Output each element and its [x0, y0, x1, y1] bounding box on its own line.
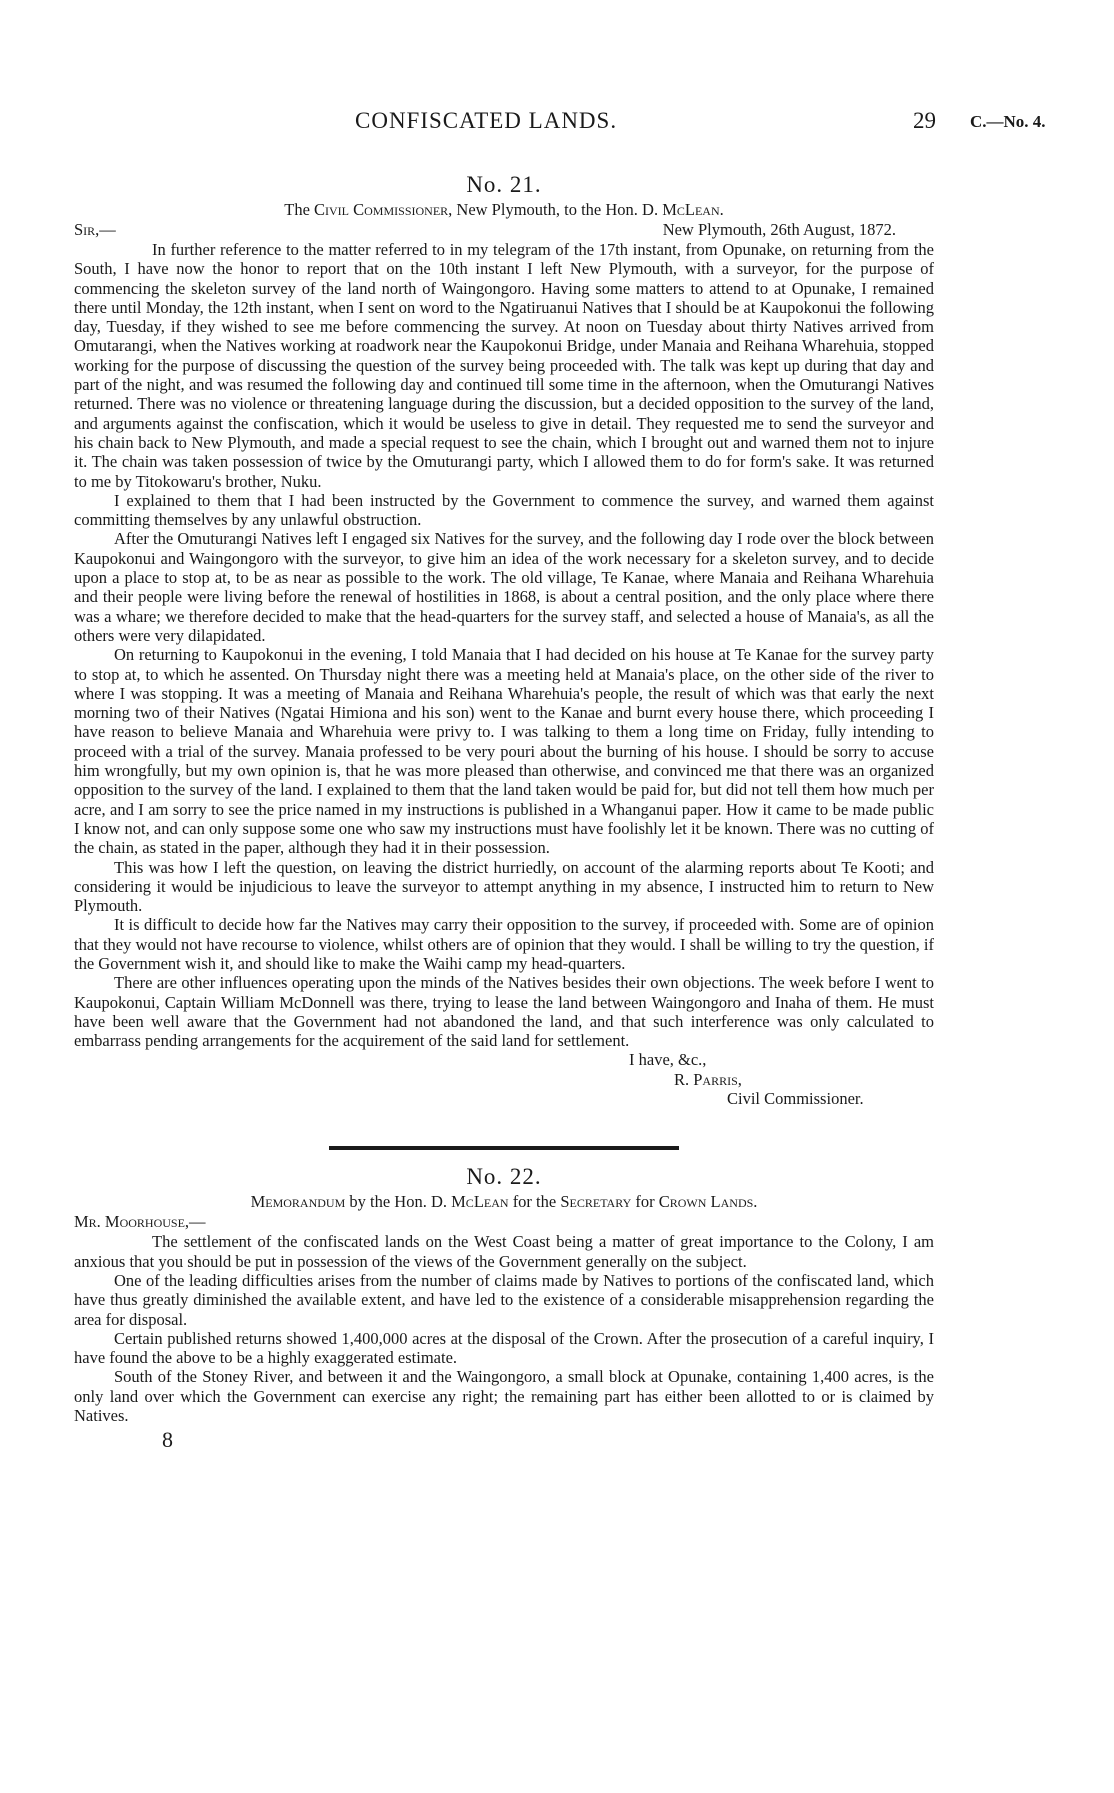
author-name: McLean [451, 1192, 509, 1212]
signature: R. Parris, [674, 1069, 742, 1089]
subheading-text: by the Hon. D. [345, 1192, 452, 1212]
subheading-text: The [284, 200, 315, 219]
closing: I have, &c., [629, 1050, 707, 1070]
paragraph: On returning to Kaupokonui in the evening, I told Manaia that I had decided on his house at Te Kanae for the survey party to stop at, to which he assented. On Thursday night there was a meeting held at Manaia's place, on the other side of the river to where I was stopping. It was a meeting of Manaia and Reihana Wharehuia's people, the result of which was that early the next morning two of their Natives (Ngatai Himiona and his son) went to the Kanae and burnt every house there, which proceeding I have reason to believe Manaia and Wharehuia were privy to. I was talking to them a long time on Friday, fully intending to proceed with a trial of the survey. Manaia professed to be very pouri about the burning of his house. I should be sorry to accuse him wrongfully, but my own opinion is, that he was more pleased than otherwise, and convinced me that there was an organized opposition to the survey of the land. I explained to them that the land taken would be paid for, but did not tell them how much per acre, and I am sorry to see the price named in my instructions is published in a Whanganui paper. How it came to be made public I know not, and can only suppose some one who saw my instructions must have foolishly let it be known. There was no cutting of the chain, as stated in the paper, although they had it in their possession. [74, 645, 934, 858]
salutation-row [74, 1212, 934, 1232]
department-name: Crown Lands [658, 1192, 754, 1212]
letter-subheading [74, 200, 934, 220]
subheading-text: . [719, 200, 724, 219]
signature-mark: 8 [162, 1427, 173, 1453]
paragraph: The settlement of the confiscated lands on the West Coast being a matter of great importance to the Colony, I am anxious that you should be put in possession of the views of the Government generally on the subject. [74, 1232, 934, 1271]
memo-number: No. 22. [466, 1164, 542, 1190]
header-title: CONFISCATED LANDS. [355, 108, 618, 133]
memo-label: Memorandum [250, 1192, 346, 1212]
recipient-title: Secretary [560, 1192, 632, 1212]
running-header [0, 108, 1114, 138]
sign-off [74, 1050, 934, 1108]
paragraph: There are other influences operating upon the minds of the Natives besides their own objections. The week before I went to Kaupokonui, Captain William McDonnell was there, trying to lease the land between Waingongoro and Inaha of them. He must have been well aware that the Government had not abandoned the land, and that such interference was only calculated to embarrass pending arrangements for the acquirement of the said land for settlement. [74, 973, 934, 1051]
paragraph: After the Omuturangi Natives left I engaged six Natives for the survey, and the following day I rode over the block between Kaupokonui and Waingongoro with the surveyor, to give him an idea of the work necessary for a skeleton survey, and to decide upon a place to stop at, to be as near as possible to the work. The old village, Te Kanae, where Manaia and Reihana Wharehuia and their people were living before the renewal of hostilities in 1868, is about a central position, and the only place where there was a whare; we therefore decided to make that the head-quarters for the survey staff, and selected a house of Manaia's, as all the others were very dilapidated. [74, 529, 934, 645]
salutation-row [74, 220, 934, 240]
sender-title: Civil Commissioner [314, 200, 449, 219]
paragraph: One of the leading difficulties arises from the number of claims made by Natives to portions of the confiscated land, which have thus greatly diminished the available extent, and have led to the existence of a considerable misapprehension regarding the area for disposal. [74, 1270, 934, 1329]
subheading-text: for [631, 1192, 659, 1212]
dateline: New Plymouth, 26th August, 1872. [662, 220, 896, 239]
memo-subheading [74, 1192, 934, 1212]
subheading-text: . [753, 1192, 758, 1212]
paragraph: South of the Stoney River, and between it and the Waingongoro, a small block at Opunake, containing 1,400 acres, is the only land over which the Government can exercise any right; the remaining part has either been allotted to or is claimed by Natives. [74, 1367, 934, 1426]
paper-reference: C.—No. 4. [970, 112, 1046, 131]
signature-title: Civil Commissioner. [727, 1089, 864, 1109]
letter-no-21 [74, 172, 934, 1453]
subheading-text: for the [508, 1192, 561, 1212]
paragraph: In further reference to the matter referred to in my telegram of the 17th instant, from Opunake, on returning from the South, I have now the honor to report that on the 10th instant I left New Plymouth, with a surveyor, for the purpose of commencing the skeleton survey of the land north of Waingongoro. Having some matters to attend to at Opunake, I remained there until Monday, the 12th instant, when I sent on word to the Ngatiruanui Natives that I should be at Kaupokonui the following day, Tuesday, if they wished to see me before commencing the survey. At noon on Tuesday about thirty Natives arrived from Omutarangi, when the Natives working at roadwork near the Kaupokonui Bridge, under Manaia and Reihana Wharehuia, stopped working for the purpose of discussing the question of the survey being proceeded with. The talk was kept up during that day and part of the night, and was resumed the following day and continued till some time in the afternoon, when the Omuturangi Natives returned. There was no violence or threatening language during the discussion, but a decided opposition to the survey of the land, and arguments against the confiscation, which it would be useless to give in detail. They requested me to send the surveyor and his chain back to New Plymouth, and made a special request to see the chain, which I brought out and warned them not to injure it. The chain was taken possession of twice by the Omuturangi party, which I allowed them to do for form's sake. It was returned to me by Titokowaru's brother, Nuku. [74, 240, 934, 491]
paragraph: I explained to them that I had been instructed by the Government to commence the survey, and warned them against committing themselves by any unlawful obstruction. [74, 490, 934, 530]
paragraph: It is difficult to decide how far the Natives may carry their opposition to the survey, if proceeded with. Some are of opinion that they would not have recourse to violence, whilst others are of opinion that they would. I shall be willing to try the question, if the Government wish it, and should like to make the Waihi camp my head-quarters. [74, 915, 934, 973]
salutation: Sir,— [74, 220, 116, 239]
letter-number: No. 21. [466, 172, 542, 197]
salutation: Mr. Moorhouse,— [74, 1212, 206, 1232]
section-divider [329, 1146, 679, 1150]
recipient-name: McLean [662, 200, 720, 219]
subheading-text: , New Plymouth, to the Hon. D. [448, 200, 663, 219]
paragraph: This was how I left the question, on leaving the district hurriedly, on account of the alarming reports about Te Kooti; and considering it would be injudicious to leave the surveyor to attempt anything in my absence, I instructed him to return to New Plymouth. [74, 857, 934, 916]
paragraph: Certain published returns showed 1,400,000 acres at the disposal of the Crown. After the prosecution of a careful inquiry, I have found the above to be a highly exaggerated estimate. [74, 1328, 934, 1368]
page-number: 29 [913, 108, 936, 133]
